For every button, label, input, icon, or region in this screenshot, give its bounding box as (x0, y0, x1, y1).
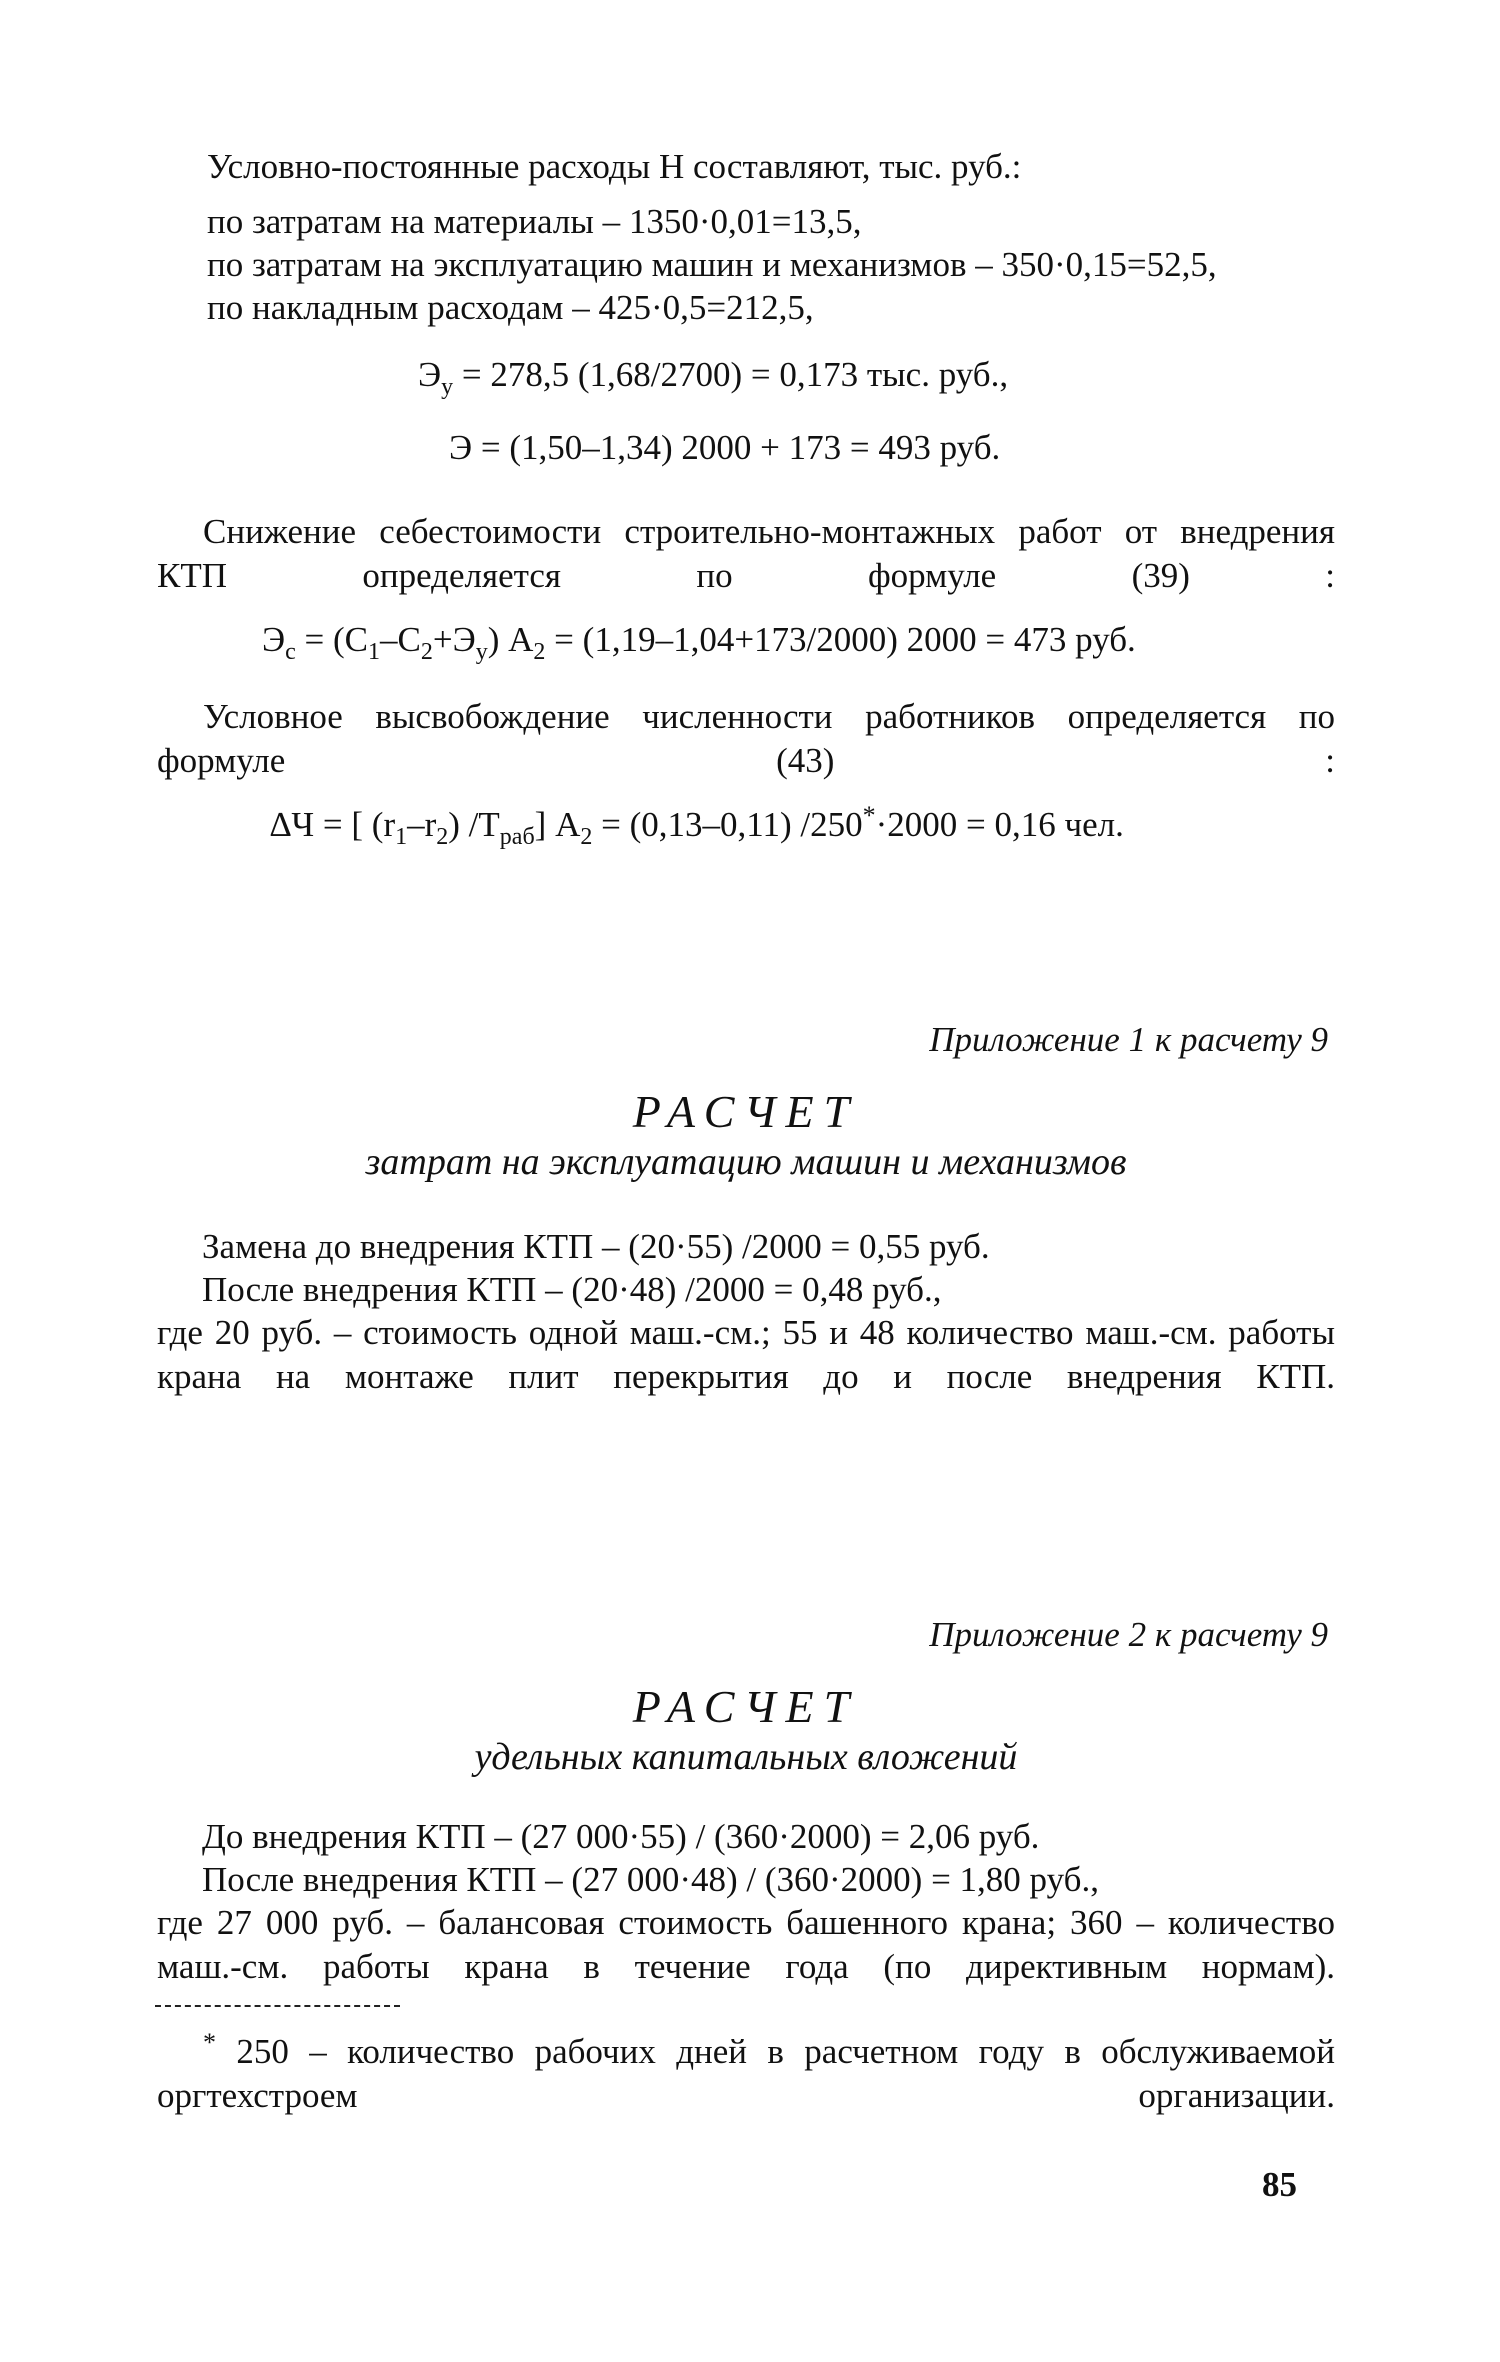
formula-delta-ch (270, 801, 1124, 850)
formula-ec-open: = (С (295, 620, 369, 659)
formula-dch-rhs-a: = (0,13–0,11) /250 (592, 805, 863, 844)
appendix2-title: РАСЧЕТ (632, 1681, 860, 1732)
formula-ec-c2-sub: 2 (420, 639, 433, 665)
intro-heading: Условно-постоянные расходы Н составляют, тыс. руб.: (207, 147, 1022, 186)
intro-line-machines: по затратам на эксплуатацию машин и механизмов – 350·0,15=52,5, (207, 245, 1217, 284)
formula-e: Э = (1,50–1,34) 2000 + 173 = 493 руб. (449, 428, 1001, 467)
appendix2-label: Приложение 2 к расчету 9 (929, 1615, 1328, 1654)
formula-ec-ey-sub: у (475, 639, 488, 665)
appendix1-title: РАСЧЕТ (632, 1086, 860, 1137)
formula-ec-c1-sub: 1 (368, 639, 381, 665)
footnote-divider (155, 2005, 400, 2007)
formula-dch-star: * (862, 801, 876, 830)
formula-dch-mid: –r (407, 805, 437, 844)
formula-ec-mid2: +Э (432, 620, 476, 659)
appendix1-paragraph: где 20 руб. – стоимость одной маш.-см.; 55 и 48 количество маш.-см. работы крана на монтаже плит перекрытия до и после внедрения КТП. (157, 1313, 1335, 1396)
paragraph-cost-reduction: Снижение себестоимости строительно-монтажных работ от внедрения КТП определяется по формуле (39) : (157, 512, 1335, 595)
intro-line-materials: по затратам на материалы – 1350·0,01=13,5, (207, 202, 862, 241)
footnote-text: 250 – количество рабочих дней в расчетном году в обслуживаемой оргтехстроем организации. (157, 2032, 1335, 2115)
footnote (157, 2030, 1335, 2118)
appendix1-line-before: Замена до внедрения КТП – (20·55) /2000 = 0,55 руб. (202, 1227, 990, 1266)
formula-ec (262, 620, 1136, 665)
appendix1-line-after: После внедрения КТП – (20·48) /2000 = 0,48 руб., (202, 1270, 942, 1309)
formula-dch-rhs-b: ·2000 = 0,16 чел. (875, 805, 1124, 844)
formula-ec-e-sub: с (285, 639, 296, 665)
footnote-star: * (203, 2028, 216, 2057)
formula-ec-e: Э (262, 620, 286, 659)
formula-ec-mid1: –С (380, 620, 421, 659)
page-number: 85 (1262, 2165, 1297, 2204)
appendix2-paragraph: где 27 000 руб. – балансовая стоимость башенного крана; 360 – количество маш.-см. работы крана в течение года (по директивным нормам). (157, 1903, 1335, 1986)
appendix2-subtitle: удельных капитальных вложений (474, 1736, 1018, 1778)
appendix1-label: Приложение 1 к расчету 9 (929, 1020, 1328, 1059)
formula-ey-lhs: Э (418, 355, 442, 394)
formula-ey-sub: у (441, 374, 454, 400)
appendix2-line-before: До внедрения КТП – (27 000·55) / (360·2000) = 2,06 руб. (202, 1817, 1040, 1856)
intro-line-overhead: по накладным расходам – 425·0,5=212,5, (207, 288, 814, 327)
paragraph-workforce: Условное высвобождение численности работников определяется по формуле (43) : (157, 697, 1335, 780)
formula-ec-close: ) А (487, 620, 534, 659)
formula-dch-tpart: ) /Т (448, 805, 500, 844)
formula-ec-a-sub: 2 (533, 639, 546, 665)
appendix1-subtitle: затрат на эксплуатацию машин и механизмов (365, 1141, 1127, 1183)
formula-ey (418, 355, 1009, 400)
formula-dch-start: ∆Ч = [ (r (270, 805, 396, 844)
formula-dch-t-sub: раб (499, 824, 535, 850)
formula-dch-r2-sub: 2 (436, 824, 449, 850)
formula-dch-apart: ] А (534, 805, 581, 844)
appendix2-line-after: После внедрения КТП – (27 000·48) / (360·2000) = 1,80 руб., (202, 1860, 1099, 1899)
formula-ec-rhs: = (1,19–1,04+173/2000) 2000 = 473 руб. (545, 620, 1136, 659)
formula-dch-r1-sub: 1 (395, 824, 408, 850)
formula-ey-rhs: = 278,5 (1,68/2700) = 0,173 тыс. руб., (453, 355, 1009, 394)
formula-dch-a-sub: 2 (580, 824, 593, 850)
